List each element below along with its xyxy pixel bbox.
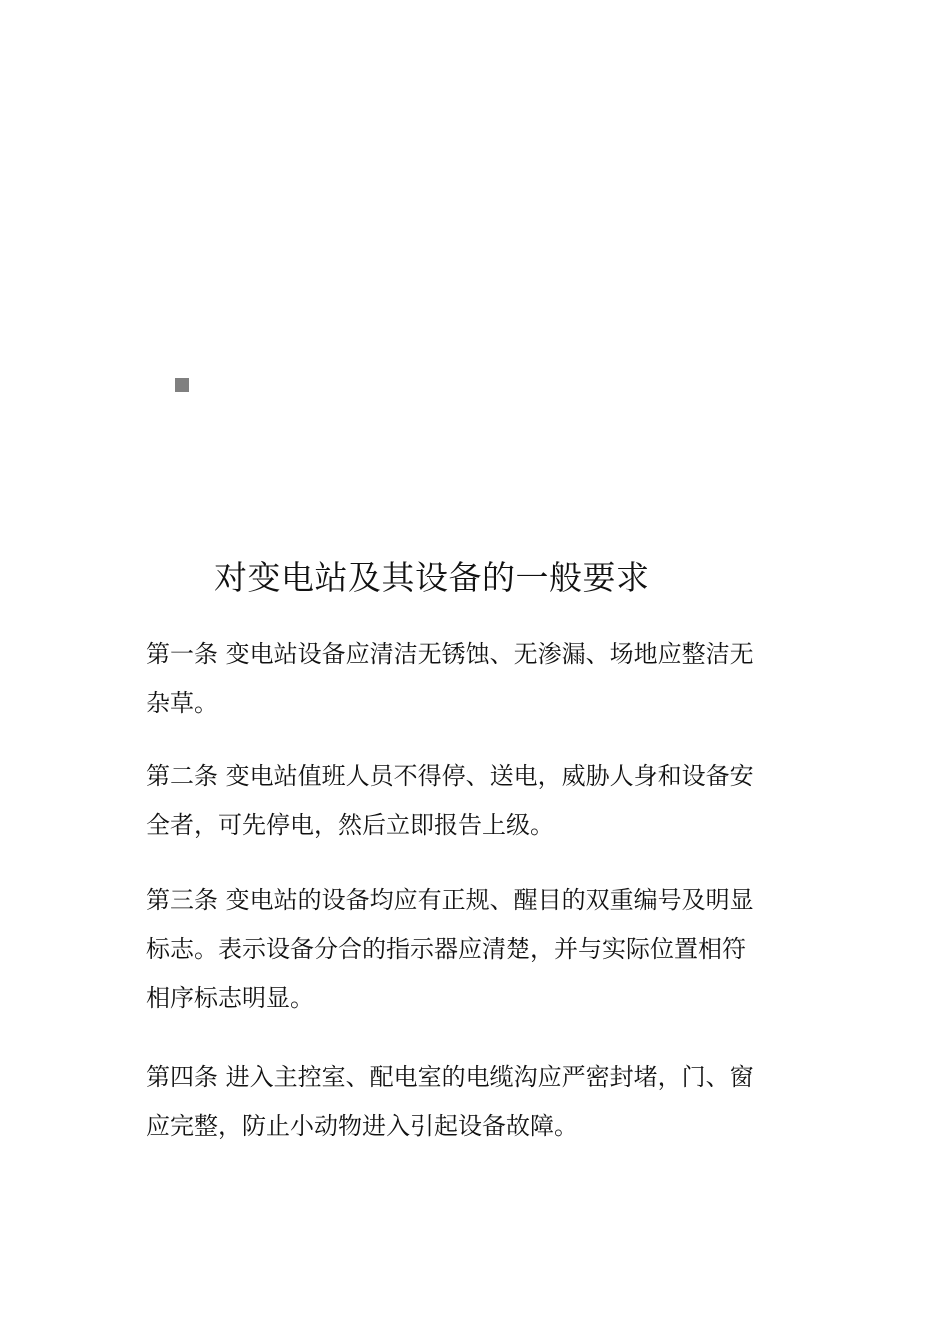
square-bullet-icon xyxy=(175,378,189,392)
article-2-line-1: 第二条 变电站值班人员不得停、送电，威胁人身和设备安 xyxy=(146,762,754,790)
article-4 xyxy=(146,1053,811,1151)
article-2 xyxy=(146,752,811,850)
article-4-line-1: 第四条 进入主控室、配电室的电缆沟应严密封堵，门、窗 xyxy=(146,1063,754,1091)
article-3-line-3: 相序标志明显。 xyxy=(146,984,314,1012)
article-2-line-2: 全者，可先停电，然后立即报告上级。 xyxy=(146,811,554,839)
article-1 xyxy=(146,630,811,728)
article-3-line-2: 标志。表示设备分合的指示器应清楚，并与实际位置相符 xyxy=(146,935,746,963)
article-4-line-2: 应完整，防止小动物进入引起设备故障。 xyxy=(146,1112,578,1140)
article-3 xyxy=(146,876,811,1023)
article-3-line-1: 第三条 变电站的设备均应有正规、醒目的双重编号及明显 xyxy=(146,886,754,914)
article-1-line-1: 第一条 变电站设备应清洁无锈蚀、无渗漏、场地应整洁无 xyxy=(146,640,754,668)
document-title: 对变电站及其设备的一般要求 xyxy=(214,558,650,597)
article-1-line-2: 杂草。 xyxy=(146,689,218,717)
